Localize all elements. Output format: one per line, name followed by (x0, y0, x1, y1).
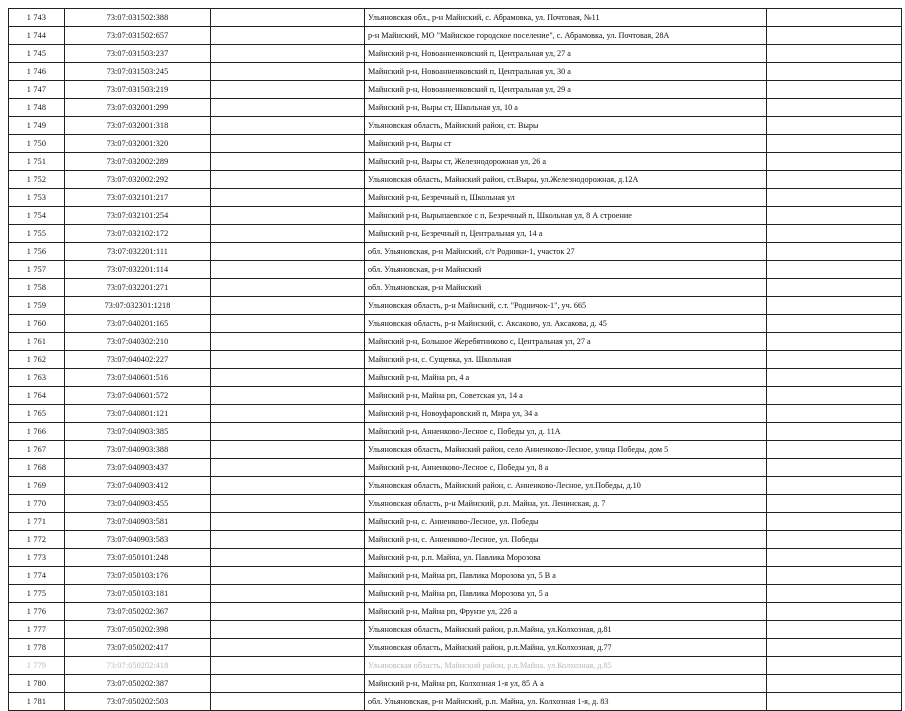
cadastral-number: 73:07:032102:172 (65, 225, 211, 243)
table-body (9, 9, 902, 711)
address: Майнский р-н, Майна рп, 4 а (365, 369, 767, 387)
row-number: 1 771 (9, 513, 65, 531)
table-row (9, 225, 902, 243)
cadastral-number: 73:07:050202:367 (65, 603, 211, 621)
address: Ульяновская область, Майнский район, р.п.Майна, ул.Колхозная, д.81 (365, 621, 767, 639)
cadastral-number: 73:07:031503:219 (65, 81, 211, 99)
address: Майнский р-н, Майна рп, Советская ул, 14 а (365, 387, 767, 405)
table-row (9, 117, 902, 135)
row-number: 1 764 (9, 387, 65, 405)
empty-cell (211, 639, 365, 657)
empty-cell (211, 9, 365, 27)
row-number: 1 772 (9, 531, 65, 549)
cadastral-table (8, 8, 902, 711)
row-number: 1 745 (9, 45, 65, 63)
row-number: 1 768 (9, 459, 65, 477)
row-number: 1 743 (9, 9, 65, 27)
address: Ульяновская область, р-н Майнский, р.п. Майна, ул. Ленинская, д. 7 (365, 495, 767, 513)
address: Майнский р-н, Анненково-Лесное с, Победы ул, д. 11А (365, 423, 767, 441)
address: Ульяновская область, Майнский район, ст.Выры, ул.Железнодорожная, д.12А (365, 171, 767, 189)
empty-cell (211, 549, 365, 567)
extra-cell (767, 495, 902, 513)
table-row (9, 405, 902, 423)
row-number: 1 775 (9, 585, 65, 603)
table-row (9, 45, 902, 63)
cadastral-number: 73:07:050202:418 (65, 657, 211, 675)
row-number: 1 753 (9, 189, 65, 207)
row-number: 1 751 (9, 153, 65, 171)
table-row (9, 675, 902, 693)
table-row (9, 9, 902, 27)
cadastral-number: 73:07:040903:583 (65, 531, 211, 549)
row-number: 1 759 (9, 297, 65, 315)
empty-cell (211, 495, 365, 513)
cadastral-number: 73:07:031503:245 (65, 63, 211, 81)
table-row (9, 297, 902, 315)
cadastral-number: 73:07:050103:176 (65, 567, 211, 585)
cadastral-number: 73:07:032201:111 (65, 243, 211, 261)
empty-cell (211, 585, 365, 603)
table-row (9, 441, 902, 459)
address: Майнский р-н, Майна рп, Фрунзе ул, 22б а (365, 603, 767, 621)
address: Ульяновская область, Майнский район, р.п.Майна, ул.Колхозная, д.85 (365, 657, 767, 675)
address: Майнский р-н, Безречный п, Школьная ул (365, 189, 767, 207)
cadastral-number: 73:07:032001:318 (65, 117, 211, 135)
address: обл. Ульяновская, р-н Майнский, с/т Родники-1, участок 27 (365, 243, 767, 261)
cadastral-number: 73:07:040302:210 (65, 333, 211, 351)
address: Ульяновская область, Майнский район, р.п.Майна, ул.Колхозная, д.77 (365, 639, 767, 657)
table-row (9, 657, 902, 675)
cadastral-number: 73:07:032101:217 (65, 189, 211, 207)
empty-cell (211, 693, 365, 711)
cadastral-number: 73:07:040903:385 (65, 423, 211, 441)
empty-cell (211, 603, 365, 621)
table-row (9, 279, 902, 297)
extra-cell (767, 279, 902, 297)
extra-cell (767, 297, 902, 315)
empty-cell (211, 621, 365, 639)
address: Майнский р-н, Майна рп, Павлика Морозова ул, 5 а (365, 585, 767, 603)
table-row (9, 369, 902, 387)
extra-cell (767, 549, 902, 567)
cadastral-number: 73:07:040601:572 (65, 387, 211, 405)
cadastral-number: 73:07:040402:227 (65, 351, 211, 369)
row-number: 1 754 (9, 207, 65, 225)
extra-cell (767, 225, 902, 243)
row-number: 1 777 (9, 621, 65, 639)
empty-cell (211, 567, 365, 585)
empty-cell (211, 243, 365, 261)
extra-cell (767, 621, 902, 639)
extra-cell (767, 423, 902, 441)
table-row (9, 189, 902, 207)
extra-cell (767, 387, 902, 405)
cadastral-number: 73:07:040903:412 (65, 477, 211, 495)
cadastral-number: 73:07:032301:1218 (65, 297, 211, 315)
row-number: 1 757 (9, 261, 65, 279)
address: Майнский р-н, Выры ст, Школьная ул, 10 а (365, 99, 767, 117)
extra-cell (767, 513, 902, 531)
address: Ульяновская область, р-н Майнский, с. Аксаково, ул. Аксакова, д. 45 (365, 315, 767, 333)
table-row (9, 567, 902, 585)
extra-cell (767, 27, 902, 45)
empty-cell (211, 513, 365, 531)
extra-cell (767, 657, 902, 675)
empty-cell (211, 189, 365, 207)
address: Майнский р-н, Новоанненковский п, Центральная ул, 27 а (365, 45, 767, 63)
cadastral-number: 73:07:031502:657 (65, 27, 211, 45)
cadastral-number: 73:07:032201:114 (65, 261, 211, 279)
cadastral-number: 73:07:050202:503 (65, 693, 211, 711)
address: Ульяновская область, Майнский район, ст. Выры (365, 117, 767, 135)
table-row (9, 153, 902, 171)
row-number: 1 780 (9, 675, 65, 693)
extra-cell (767, 81, 902, 99)
table-row (9, 243, 902, 261)
extra-cell (767, 567, 902, 585)
table-row (9, 387, 902, 405)
table-row (9, 549, 902, 567)
cadastral-number: 73:07:031502:388 (65, 9, 211, 27)
address: Майнский р-н, Вырыпаевское с п, Безречный п, Школьная ул, 8 А строение (365, 207, 767, 225)
cadastral-number: 73:07:031503:237 (65, 45, 211, 63)
extra-cell (767, 9, 902, 27)
extra-cell (767, 477, 902, 495)
cadastral-number: 73:07:040801:121 (65, 405, 211, 423)
table-row (9, 603, 902, 621)
row-number: 1 749 (9, 117, 65, 135)
address: Майнский р-н, Майна рп, Колхозная 1-я ул, 85 А а (365, 675, 767, 693)
row-number: 1 776 (9, 603, 65, 621)
address: Ульяновская обл., р-н Майнский, с. Абрамовка, ул. Почтовая, №11 (365, 9, 767, 27)
row-number: 1 760 (9, 315, 65, 333)
table-row (9, 315, 902, 333)
extra-cell (767, 441, 902, 459)
row-number: 1 752 (9, 171, 65, 189)
extra-cell (767, 135, 902, 153)
address: обл. Ульяновская, р-н Майнский (365, 279, 767, 297)
cadastral-number: 73:07:032002:289 (65, 153, 211, 171)
empty-cell (211, 675, 365, 693)
address: Майнский р-н, р.п. Майна, ул. Павлика Морозова (365, 549, 767, 567)
empty-cell (211, 657, 365, 675)
address: обл. Ульяновская, р-н Майнский (365, 261, 767, 279)
row-number: 1 770 (9, 495, 65, 513)
empty-cell (211, 405, 365, 423)
address: р-н Майнский, МО "Майнское городское поселение", с. Абрамовка, ул. Почтовая, 28А (365, 27, 767, 45)
row-number: 1 762 (9, 351, 65, 369)
row-number: 1 750 (9, 135, 65, 153)
address: Майнский р-н, Новоанненковский п, Центральная ул, 29 а (365, 81, 767, 99)
extra-cell (767, 333, 902, 351)
table-row (9, 495, 902, 513)
empty-cell (211, 225, 365, 243)
address: Майнский р-н, Анненково-Лесное с, Победы ул, 8 а (365, 459, 767, 477)
empty-cell (211, 369, 365, 387)
table-row (9, 261, 902, 279)
table-row (9, 333, 902, 351)
row-number: 1 773 (9, 549, 65, 567)
empty-cell (211, 63, 365, 81)
empty-cell (211, 477, 365, 495)
table-row (9, 27, 902, 45)
address: Ульяновская область, Майнский район, село Анненково-Лесное, улица Победы, дом 5 (365, 441, 767, 459)
cadastral-number: 73:07:040903:581 (65, 513, 211, 531)
row-number: 1 746 (9, 63, 65, 81)
row-number: 1 744 (9, 27, 65, 45)
row-number: 1 747 (9, 81, 65, 99)
empty-cell (211, 171, 365, 189)
address: обл. Ульяновская, р-н Майнский, р.п. Майна, ул. Колхозная 1-я, д. 83 (365, 693, 767, 711)
row-number: 1 769 (9, 477, 65, 495)
cadastral-number: 73:07:040903:455 (65, 495, 211, 513)
address: Ульяновская область, р-н Майнский, с.т. "Родничок-1", уч. 665 (365, 297, 767, 315)
address: Майнский р-н, с. Анненково-Лесное, ул. Победы (365, 531, 767, 549)
address: Майнский р-н, с. Анненково-Лесное, ул. Победы (365, 513, 767, 531)
cadastral-number: 73:07:032002:292 (65, 171, 211, 189)
table-row (9, 531, 902, 549)
extra-cell (767, 639, 902, 657)
cadastral-number: 73:07:050202:398 (65, 621, 211, 639)
extra-cell (767, 675, 902, 693)
row-number: 1 758 (9, 279, 65, 297)
cadastral-number: 73:07:040201:165 (65, 315, 211, 333)
row-number: 1 774 (9, 567, 65, 585)
table-row (9, 207, 902, 225)
empty-cell (211, 117, 365, 135)
empty-cell (211, 45, 365, 63)
cadastral-number: 73:07:050202:417 (65, 639, 211, 657)
address: Майнский р-н, с. Сущевка, ул. Школьная (365, 351, 767, 369)
empty-cell (211, 207, 365, 225)
extra-cell (767, 99, 902, 117)
empty-cell (211, 81, 365, 99)
cadastral-number: 73:07:040903:437 (65, 459, 211, 477)
table-row (9, 171, 902, 189)
cadastral-number: 73:07:050202:387 (65, 675, 211, 693)
table-row (9, 63, 902, 81)
table-row (9, 81, 902, 99)
extra-cell (767, 693, 902, 711)
address: Майнский р-н, Выры ст, Железнодорожная ул, 26 а (365, 153, 767, 171)
empty-cell (211, 27, 365, 45)
row-number: 1 761 (9, 333, 65, 351)
empty-cell (211, 315, 365, 333)
empty-cell (211, 279, 365, 297)
row-number: 1 763 (9, 369, 65, 387)
extra-cell (767, 45, 902, 63)
row-number: 1 781 (9, 693, 65, 711)
extra-cell (767, 189, 902, 207)
empty-cell (211, 153, 365, 171)
cadastral-number: 73:07:040903:388 (65, 441, 211, 459)
row-number: 1 756 (9, 243, 65, 261)
cadastral-number: 73:07:032201:271 (65, 279, 211, 297)
table-row (9, 585, 902, 603)
empty-cell (211, 333, 365, 351)
table-row (9, 459, 902, 477)
address: Майнский р-н, Выры ст (365, 135, 767, 153)
extra-cell (767, 243, 902, 261)
table-row (9, 423, 902, 441)
cadastral-number: 73:07:050103:181 (65, 585, 211, 603)
row-number: 1 767 (9, 441, 65, 459)
extra-cell (767, 315, 902, 333)
row-number: 1 748 (9, 99, 65, 117)
empty-cell (211, 351, 365, 369)
table-row (9, 99, 902, 117)
extra-cell (767, 603, 902, 621)
empty-cell (211, 297, 365, 315)
cadastral-number: 73:07:050101:248 (65, 549, 211, 567)
empty-cell (211, 387, 365, 405)
extra-cell (767, 405, 902, 423)
address: Майнский р-н, Безречный п, Центральная ул, 14 а (365, 225, 767, 243)
empty-cell (211, 531, 365, 549)
table-row (9, 477, 902, 495)
extra-cell (767, 261, 902, 279)
empty-cell (211, 99, 365, 117)
address: Майнский р-н, Новоуфаровский п, Мира ул, 34 а (365, 405, 767, 423)
row-number: 1 766 (9, 423, 65, 441)
extra-cell (767, 171, 902, 189)
cadastral-number: 73:07:032101:254 (65, 207, 211, 225)
extra-cell (767, 63, 902, 81)
extra-cell (767, 351, 902, 369)
cadastral-number: 73:07:040601:516 (65, 369, 211, 387)
cadastral-number: 73:07:032001:299 (65, 99, 211, 117)
table-row (9, 639, 902, 657)
extra-cell (767, 459, 902, 477)
row-number: 1 765 (9, 405, 65, 423)
address: Ульяновская область, Майнский район, с. Анненково-Лесное, ул.Победы, д.10 (365, 477, 767, 495)
extra-cell (767, 369, 902, 387)
extra-cell (767, 117, 902, 135)
empty-cell (211, 423, 365, 441)
document-sheet (8, 8, 901, 711)
address: Майнский р-н, Новоанненковский п, Центральная ул, 30 а (365, 63, 767, 81)
extra-cell (767, 585, 902, 603)
extra-cell (767, 531, 902, 549)
table-row (9, 693, 902, 711)
extra-cell (767, 207, 902, 225)
table-row (9, 135, 902, 153)
address: Майнский р-н, Большое Жеребятниково с, Центральная ул, 27 а (365, 333, 767, 351)
extra-cell (767, 153, 902, 171)
empty-cell (211, 441, 365, 459)
cadastral-number: 73:07:032001:320 (65, 135, 211, 153)
empty-cell (211, 261, 365, 279)
table-row (9, 351, 902, 369)
row-number: 1 755 (9, 225, 65, 243)
empty-cell (211, 135, 365, 153)
empty-cell (211, 459, 365, 477)
address: Майнский р-н, Майна рп, Павлика Морозова ул, 5 В а (365, 567, 767, 585)
table-row (9, 621, 902, 639)
row-number: 1 778 (9, 639, 65, 657)
row-number: 1 779 (9, 657, 65, 675)
table-row (9, 513, 902, 531)
